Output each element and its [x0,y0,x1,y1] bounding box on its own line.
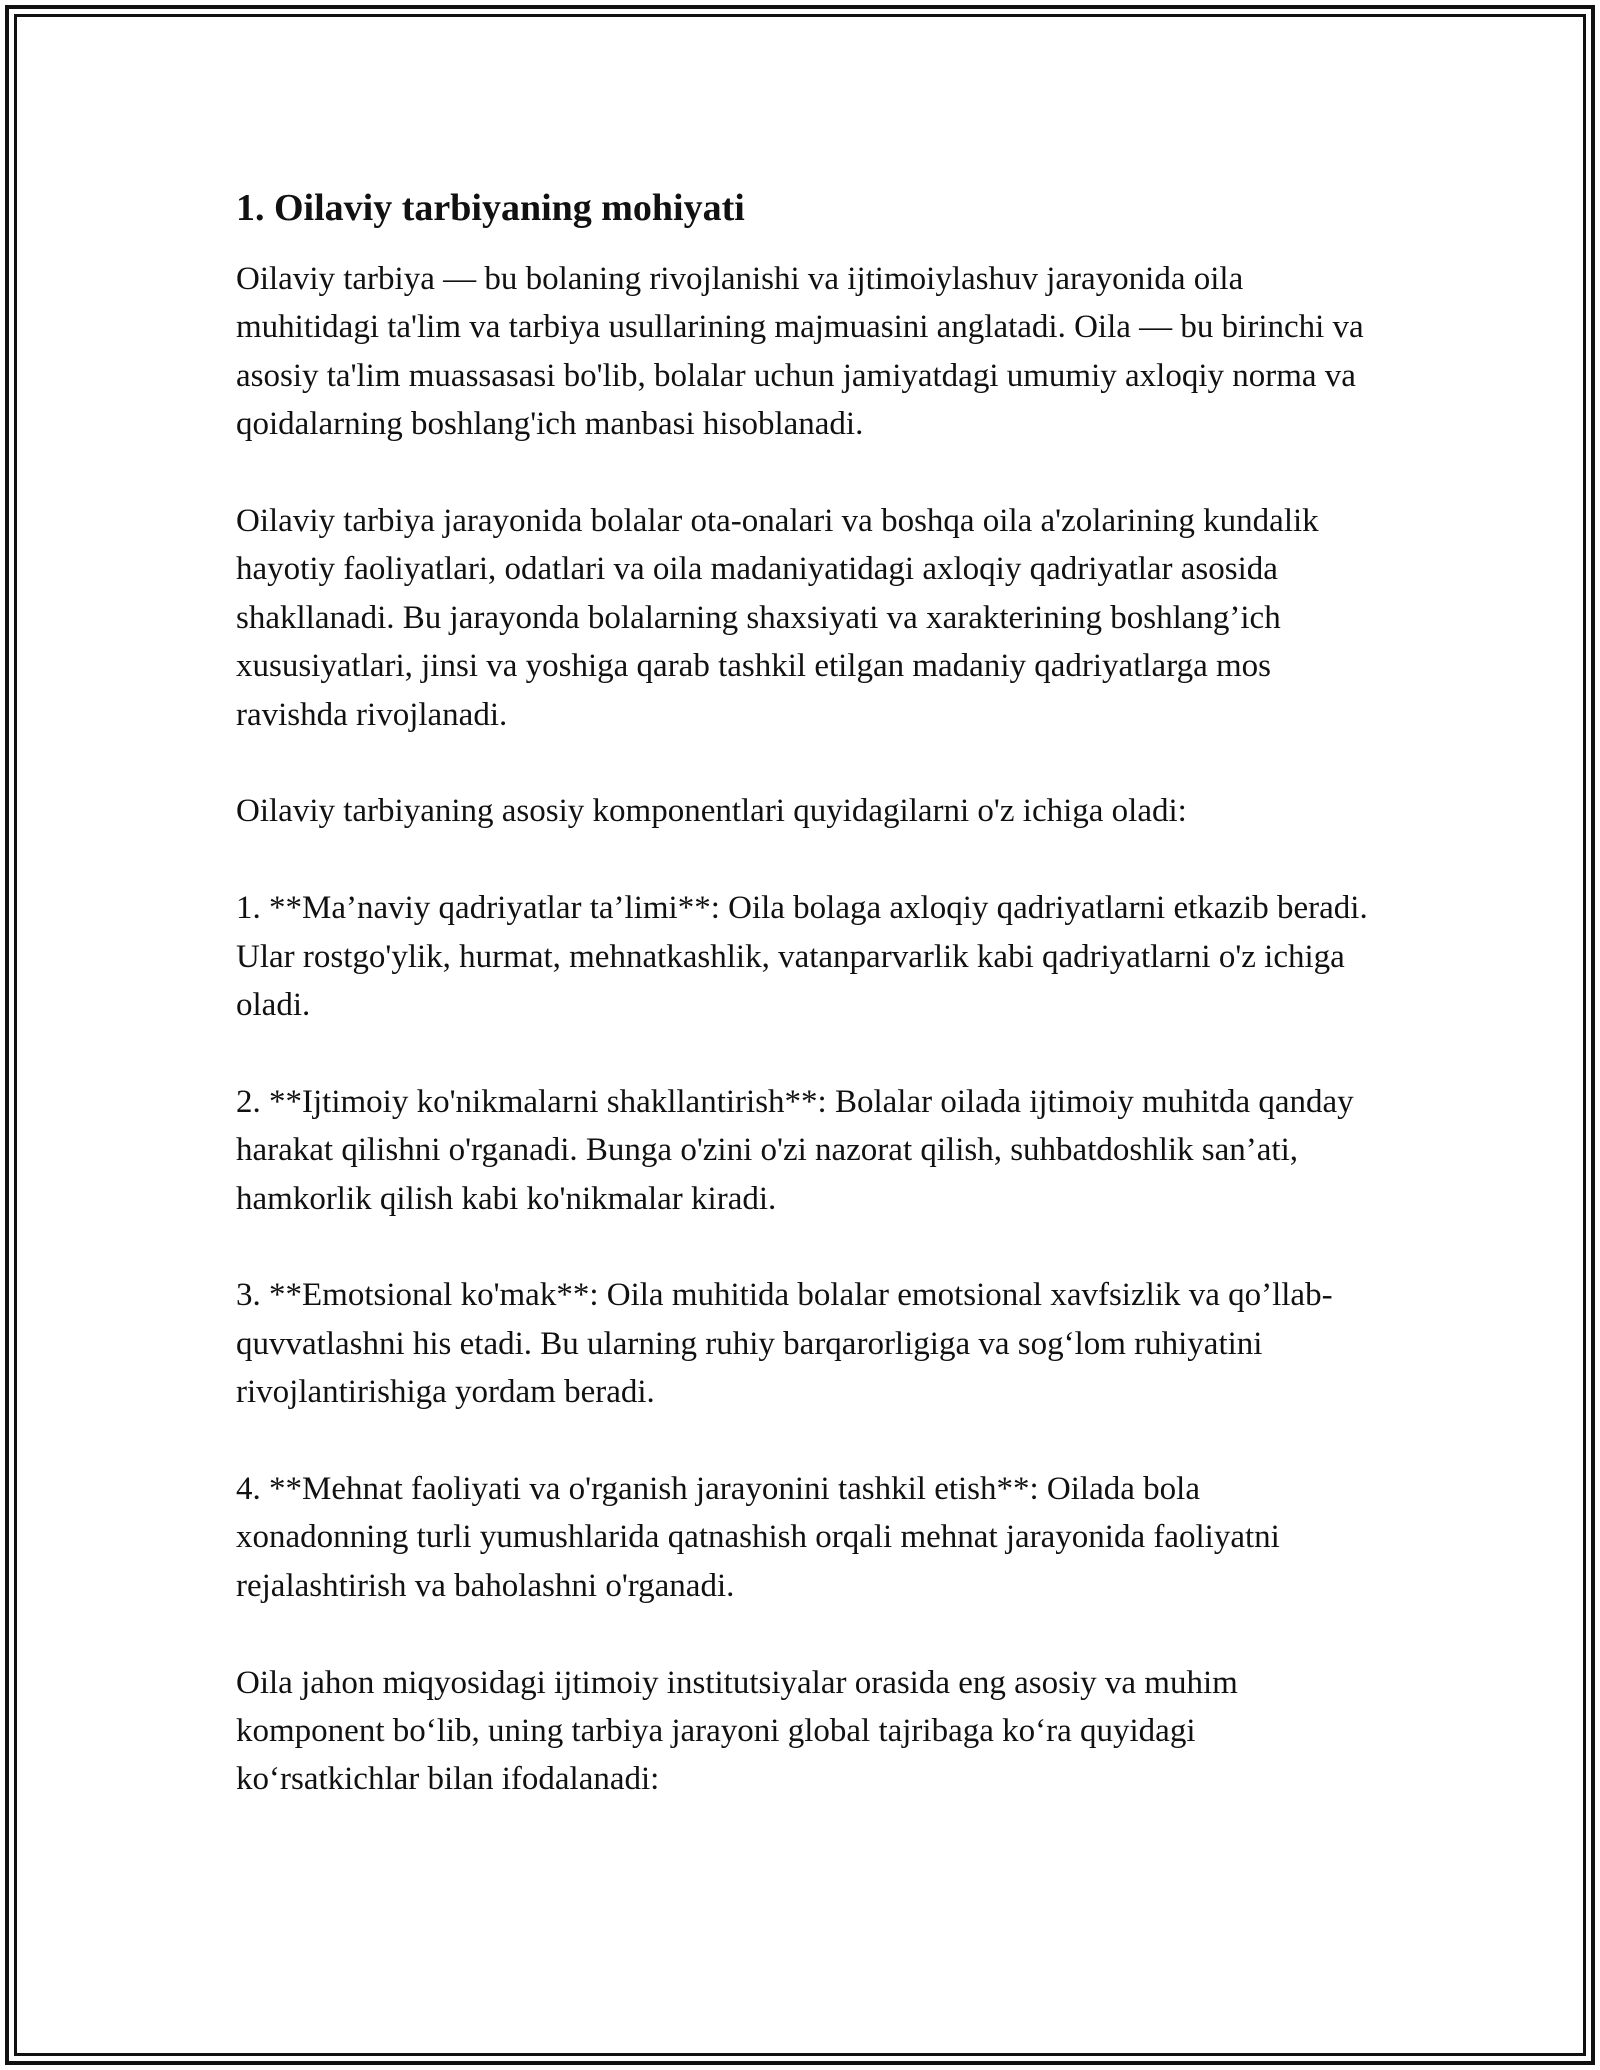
paragraph-global-indicators: Oila jahon miqyosidagi ijtimoiy institutsiyalar orasida eng asosiy va muhim komponent bo‘lib, uning tarbiya jarayoni global tajribaga ko‘ra quyidagi ko‘rsatkichlar bilan ifodalanadi: [236,1664,1238,1798]
list-item-social-skills: 2. **Ijtimoiy ko'nikmalarni shakllantirish**: Bolalar oilada ijtimoiy muhitda qanday harakat qilishni o'rganadi. Bunga o'zini o'zi nazorat qilish, suhbatdoshlik san’ati, hamkorlik qilish kabi ko'nikmalar kiradi. [236,1083,1354,1217]
page-title: 1. Oilaviy tarbiyaning mohiyati [236,187,745,229]
list-item-moral-values: 1. **Ma’naviy qadriyatlar ta’limi**: Oila bolaga axloqiy qadriyatlarni etkazib beradi. Ular rostgo'ylik, hurmat, mehnatkashlik, vatanparvarlik kabi qadriyatlarni o'z ichiga oladi. [236,890,1368,1024]
paragraph-intro: Oilaviy tarbiya — bu bolaning rivojlanishi va ijtimoiylashuv jarayonida oila muhitidagi ta'lim va tarbiya usullarining majmuasini anglatadi. Oila — bu birinchi va asosiy ta'lim muassasasi bo'lib, bolalar uchun jamiyatdagi umumiy axloqiy norma va qoidalarning boshlang'ich manbasi hisoblanadi. [236,261,1364,443]
paragraph-process: Oilaviy tarbiya jarayonida bolalar ota-onalari va boshqa oila a'zolarining kundalik hayotiy faoliyatlari, odatlari va oila madaniyatidagi axloqiy qadriyatlar asosida shakllanadi. Bu jarayonda bolalarning shaxsiyati va xarakterining boshlang’ich xususiyatlari, jinsi va yoshiga qarab tashkil etilgan madaniy qadriyatlarga mos ravishda rivojlanadi. [236,503,1319,733]
paragraph-components-intro: Oilaviy tarbiyaning asosiy komponentlari quyidagilarni o'z ichiga oladi: [236,793,1187,830]
document-body [236,184,1376,1804]
list-item-work-activity: 4. **Mehnat faoliyati va o'rganish jarayonini tashkil etish**: Oilada bola xonadonning turli yumushlarida qatnashish orqali mehnat jarayonida faoliyatni rejalashtirish va baholashni o'rganadi. [236,1471,1280,1604]
list-item-emotional-support: 3. **Emotsional ko'mak**: Oila muhitida bolalar emotsional xavfsizlik va qo’llab-quvvatlashni his etadi. Bu ularning ruhiy barqarorligiga va sog‘lom ruhiyatini rivojlantirishiga yordam beradi. [236,1277,1333,1411]
